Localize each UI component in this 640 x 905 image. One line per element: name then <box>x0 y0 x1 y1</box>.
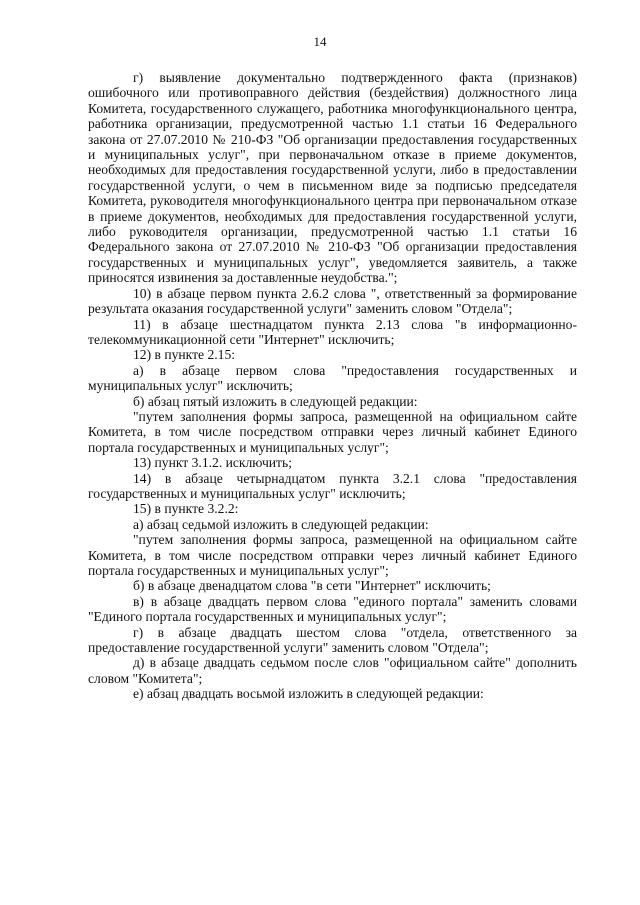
paragraph: 14) в абзаце четырнадцатом пункта 3.2.1 слова "предоставления государственных и муниципальных услуг" исключить; <box>88 470 577 501</box>
paragraph: г) выявление документально подтвержденного факта (признаков) ошибочного или противоправного действия (бездействия) должностного лица Комитета, государственного служащего, работника многофункционального центра, работника организации, предусмотренной частью 1.1 статьи 16 Федерального закона от 27.07.2010 № 210-ФЗ "Об организации предоставления государственных и муниципальных услуг", при первоначальном отказе в приеме документов, необходимых для предоставления государственной услуги, либо в предоставлении государственной услуги, о чем в письменном виде за подписью председателя Комитета, руководителя многофункционального центра при первоначальном отказе в приеме документов, необходимых для предоставления государственной услуги, либо руководителя организации, предусмотренной частью 1.1 статьи 16 Федерального закона от 27.07.2010 № 210-ФЗ "Об организации предоставления государственных и муниципальных услуг", уведомляется заявитель, а также приносятся извинения за доставленные неудобства."; <box>88 70 577 286</box>
paragraph: 12) в пункте 2.15: <box>133 347 236 363</box>
paragraph: "путем заполнения формы запроса, размещенной на официальном сайте Комитета, в том числе посредством отправки через личный кабинет Единого портала государственных и муниципальных услуг"; <box>88 408 577 455</box>
paragraph: 15) в пункте 3.2.2: <box>133 501 239 517</box>
paragraph: г) в абзаце двадцать шестом слова "отдела, ответственного за предоставление государственной услуги" заменить словом "Отдела"; <box>88 624 577 656</box>
paragraph: 11) в абзаце шестнадцатом пункта 2.13 слова "в информационно-телекоммуникационной сети "Интернет" исключить; <box>88 316 577 347</box>
page-number: 14 <box>313 34 327 49</box>
paragraph: в) в абзаце двадцать первом слова "единого портала" заменить словами "Единого портала государственных и муниципальных услуг"; <box>88 593 577 625</box>
paragraph: 10) в абзаце первом пункта 2.6.2 слова ", ответственный за формирование результата оказания государственной услуги" заменить словом "Отдела"; <box>88 285 577 317</box>
paragraph: е) абзац двадцать восьмой изложить в следующей редакции: <box>133 686 484 702</box>
paragraph: б) в абзаце двенадцатом слова "в сети "Интернет" исключить; <box>133 578 491 594</box>
paragraph: д) в абзаце двадцать седьмом после слов "официальном сайте" дополнить словом "Комитета"; <box>88 655 577 686</box>
paragraph: а) в абзаце первом слова "предоставления государственных и муниципальных услуг" исключить; <box>88 362 577 394</box>
paragraph: б) абзац пятый изложить в следующей редакции: <box>133 393 418 409</box>
paragraph: "путем заполнения формы запроса, размещенной на официальном сайте Комитета, в том числе посредством отправки через личный кабинет Единого портала государственных и муниципальных услуг"; <box>88 532 577 578</box>
document-body <box>88 70 577 702</box>
paragraph: а) абзац седьмой изложить в следующей редакции: <box>133 516 429 532</box>
paragraph: 13) пункт 3.1.2. исключить; <box>133 455 292 471</box>
